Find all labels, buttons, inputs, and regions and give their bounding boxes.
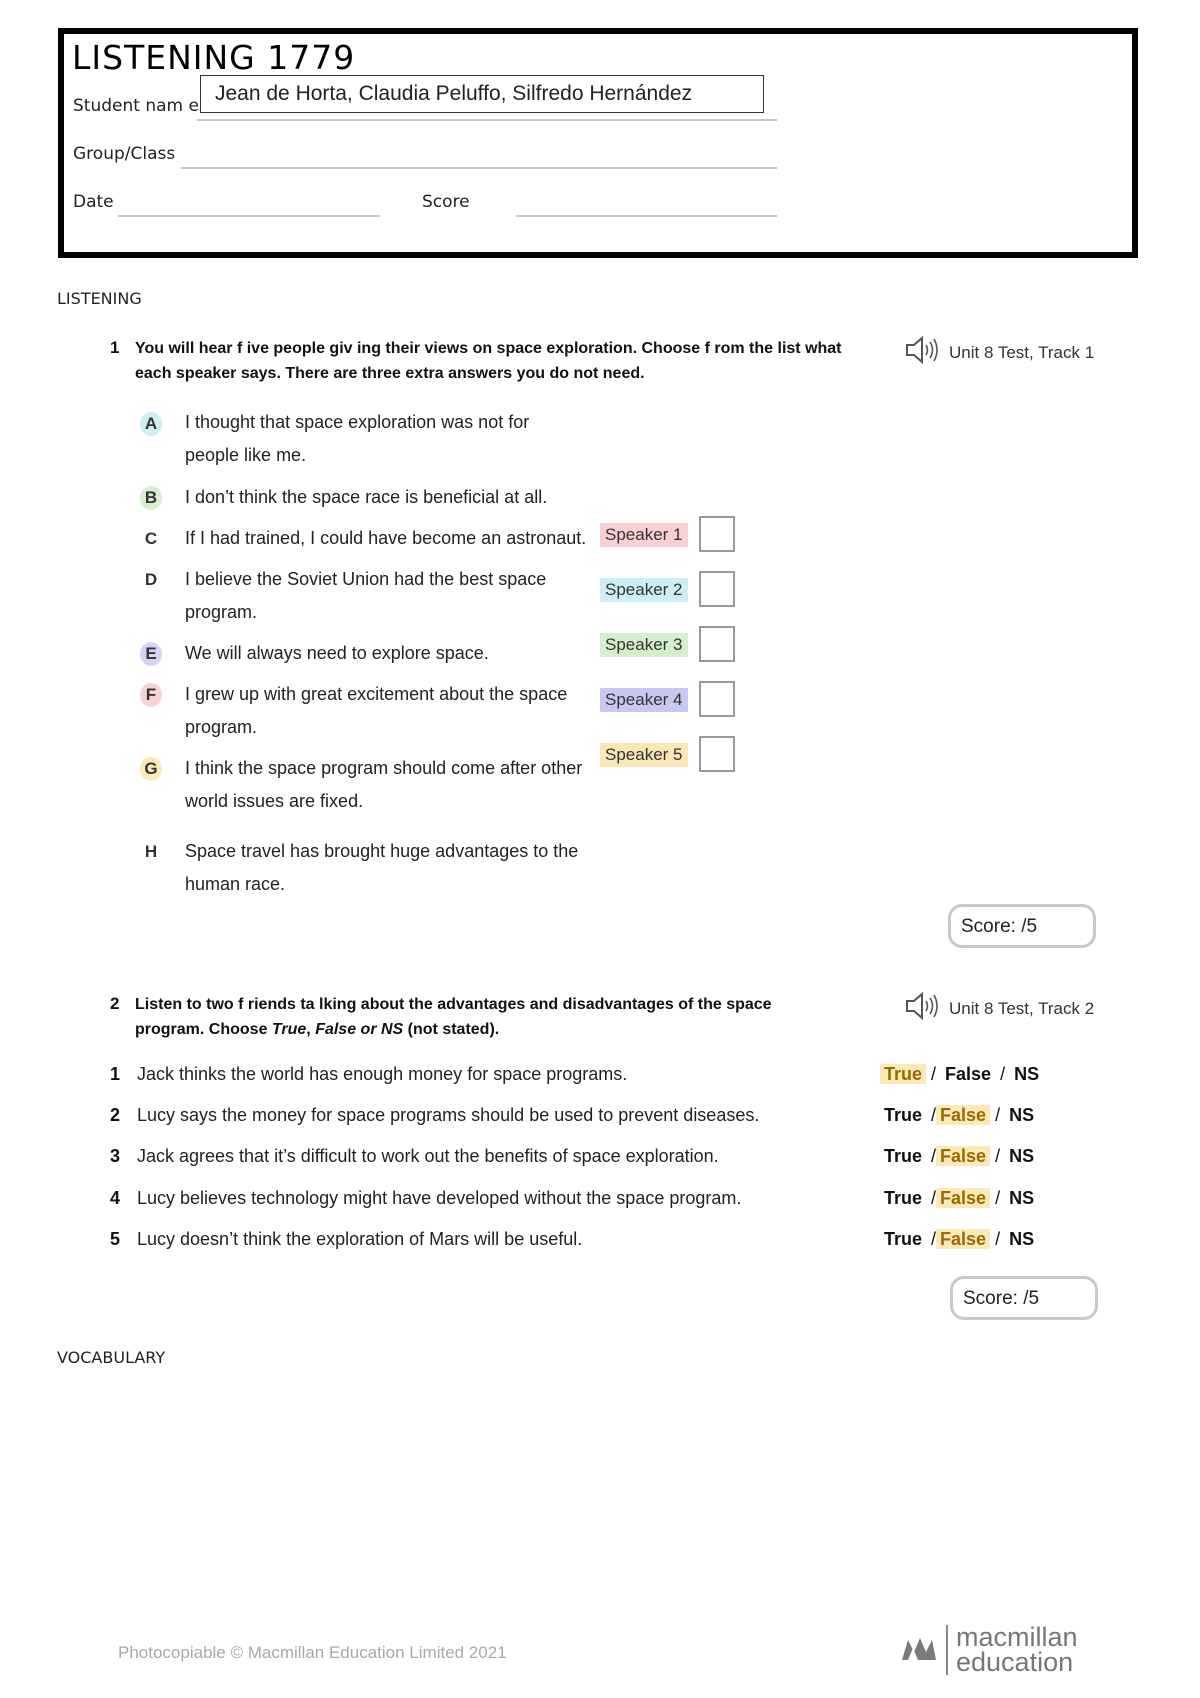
option-e-text: We will always need to explore space. xyxy=(185,643,489,663)
choice-ns[interactable]: NS xyxy=(1009,1146,1035,1166)
statement-3-text: Jack agrees that it’s difficult to work out the benefits of space exploration. xyxy=(137,1146,719,1166)
question-1-instruction: You will hear f ive people giv ing their views on space exploration. Choose f rom the list what each speaker says. There are three extra answers you do not need. xyxy=(135,340,842,382)
statement-2-choices: True / False / NS xyxy=(880,1105,1038,1126)
question-2-score: Score: /5 xyxy=(950,1276,1098,1320)
track-2-label: Unit 8 Test, Track 2 xyxy=(949,998,1095,1018)
date-field[interactable] xyxy=(118,215,380,217)
macmillan-logo xyxy=(900,1622,1078,1677)
statement-5-number: 5 xyxy=(110,1229,121,1249)
speaker-3-label: Speaker 3 xyxy=(600,633,688,657)
speaker-2-answer-box[interactable] xyxy=(699,571,735,607)
question-1-score: Score: /5 xyxy=(948,904,1096,948)
option-letter-a: A xyxy=(140,412,162,436)
choice-true[interactable]: True xyxy=(884,1229,923,1249)
statement-4-text: Lucy believes technology might have developed without the space program. xyxy=(137,1188,742,1208)
score-label: Score xyxy=(422,192,470,212)
section-heading-vocabulary: VOCABULARY xyxy=(57,1348,166,1367)
statement-1-number: 1 xyxy=(110,1064,121,1084)
statement-4-number: 4 xyxy=(110,1188,121,1208)
choice-ns[interactable]: NS xyxy=(1009,1229,1035,1249)
test-title: LISTENING 1779 xyxy=(72,38,356,77)
track-2[interactable] xyxy=(905,992,1094,1025)
speaker-4-answer-box[interactable] xyxy=(699,681,735,717)
choice-ns[interactable]: NS xyxy=(1009,1105,1035,1125)
statement-5-choices: True / False / NS xyxy=(880,1229,1038,1250)
option-letter-f: F xyxy=(140,683,162,707)
choice-true[interactable]: True xyxy=(884,1105,923,1125)
question-2-instruction: Listen to two f riends ta lking about the advantages and disadvantages of the space program. Choose True, False or NS (not stated). xyxy=(135,996,772,1038)
choice-false[interactable]: False xyxy=(945,1064,992,1084)
choice-true[interactable]: True xyxy=(884,1146,923,1166)
choice-ns[interactable]: NS xyxy=(1009,1188,1035,1208)
speaker-5-answer-box[interactable] xyxy=(699,736,735,772)
choice-true[interactable]: True xyxy=(880,1064,926,1084)
speaker-5-label: Speaker 5 xyxy=(600,743,688,767)
student-name-label: Student nam e xyxy=(73,96,199,116)
question-1-number: 1 xyxy=(110,338,120,357)
option-c-text: If I had trained, I could have become an astronaut. xyxy=(185,528,587,548)
option-f-text: I grew up with great excitement about the space program. xyxy=(185,684,568,737)
option-letter-e: E xyxy=(140,642,162,666)
statement-3-number: 3 xyxy=(110,1146,121,1166)
speaker-audio-icon[interactable] xyxy=(905,992,941,1025)
question-2-number: 2 xyxy=(110,994,120,1013)
date-label: Date xyxy=(73,192,114,212)
speaker-2-label: Speaker 2 xyxy=(600,578,688,602)
score-field[interactable] xyxy=(516,215,777,217)
group-class-label: Group/Class xyxy=(73,144,176,164)
speaker-3-answer-box[interactable] xyxy=(699,626,735,662)
group-class-field[interactable] xyxy=(181,167,777,169)
option-d-text: I believe the Soviet Union had the best space program. xyxy=(185,569,547,622)
copyright-notice: Photocopiable © Macmillan Education Limited 2021 xyxy=(118,1643,507,1662)
option-letter-h: H xyxy=(144,842,158,861)
statement-5-text: Lucy doesn’t think the exploration of Mars will be useful. xyxy=(137,1229,583,1249)
track-1-label: Unit 8 Test, Track 1 xyxy=(949,342,1095,362)
student-name-line xyxy=(197,119,777,121)
student-name-field[interactable]: Jean de Horta, Claudia Peluffo, Silfredo Hernández xyxy=(200,75,764,113)
option-letter-b: B xyxy=(140,486,162,510)
track-1[interactable] xyxy=(905,336,1094,369)
statement-2-number: 2 xyxy=(110,1105,121,1125)
choice-ns[interactable]: NS xyxy=(1014,1064,1040,1084)
speaker-audio-icon[interactable] xyxy=(905,336,941,369)
choice-false[interactable]: False xyxy=(936,1188,990,1208)
option-b-text: I don’t think the space race is beneficial at all. xyxy=(185,487,548,507)
statement-1-text: Jack thinks the world has enough money for space programs. xyxy=(137,1064,628,1084)
speaker-1-label: Speaker 1 xyxy=(600,523,688,547)
option-a-text: I thought that space exploration was not for people like me. xyxy=(185,412,530,465)
statement-1-choices: True / False / NS xyxy=(880,1064,1043,1085)
speaker-1-answer-box[interactable] xyxy=(699,516,735,552)
logo-text: macmillan education xyxy=(946,1625,1078,1675)
choice-false[interactable]: False xyxy=(936,1105,990,1125)
option-letter-c: C xyxy=(144,529,158,548)
option-letter-d: D xyxy=(144,570,158,589)
option-g-text: I think the space program should come after other world issues are fixed. xyxy=(185,758,583,811)
statement-2-text: Lucy says the money for space programs should be used to prevent diseases. xyxy=(137,1105,760,1125)
speaker-4-label: Speaker 4 xyxy=(600,688,688,712)
statement-4-choices: True / False / NS xyxy=(880,1188,1038,1209)
macmillan-m-icon xyxy=(900,1634,938,1667)
option-h-text: Space travel has brought huge advantages to the human race. xyxy=(185,841,579,894)
statement-3-choices: True / False / NS xyxy=(880,1146,1038,1167)
choice-false[interactable]: False xyxy=(936,1146,990,1166)
section-heading-listening: LISTENING xyxy=(57,289,142,308)
option-letter-g: G xyxy=(140,757,162,781)
choice-true[interactable]: True xyxy=(884,1188,923,1208)
choice-false[interactable]: False xyxy=(936,1229,990,1249)
